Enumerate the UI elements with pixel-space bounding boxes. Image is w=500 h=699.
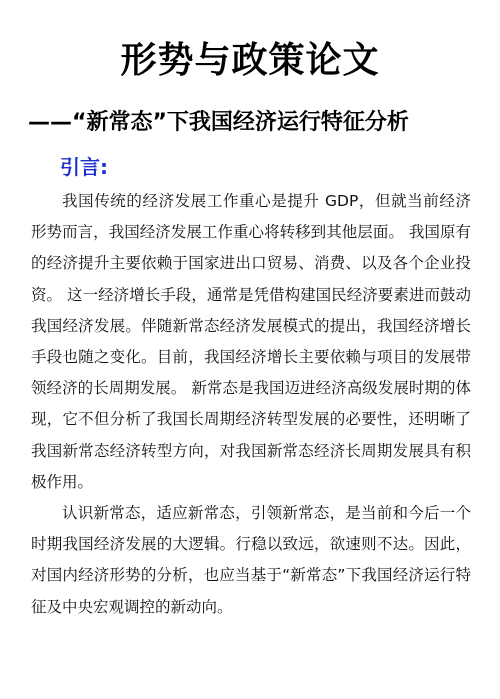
document-title: 形势与政策论文 <box>120 40 380 81</box>
paragraph-1: 我国传统的经济发展工作重心是提升 GDP，但就当前经济形势而言，我国经济发展工作重心将转移到其他层面。 我国原有的经济提升主要依赖于国家进出口贸易、消费、以及各个企业投资。 这一经济增长手段，通常是凭借构建国民经济要素进而鼓动我国经济发展。伴随新常态经济发展模式的提出，我国经济增长手段也随之变化。目前，我国经济增长主要依赖与项目的发展带领经济的长周期发展。 新常态是我国迈进经济高级发展时期的体现，它不但分析了我国长周期经济转型发展的必要性，还明晰了我国新常态经济转型方向，对我国新常态经济长周期发展具有积极作用。 <box>31 192 471 491</box>
body-text <box>31 186 471 623</box>
paragraph-2: 认识新常态，适应新常态，引领新常态，是当前和今后一个时期我国经济发展的大逻辑。行稳以致远，欲速则不达。因此，对国内经济形势的分析，也应当基于“新常态”下我国经济运行特征及中央宏观调控的新动向。 <box>31 504 471 616</box>
section-heading-introduction: 引言: <box>60 155 108 179</box>
document-subtitle: ——“新常态”下我国经济运行特征分析 <box>28 110 409 135</box>
